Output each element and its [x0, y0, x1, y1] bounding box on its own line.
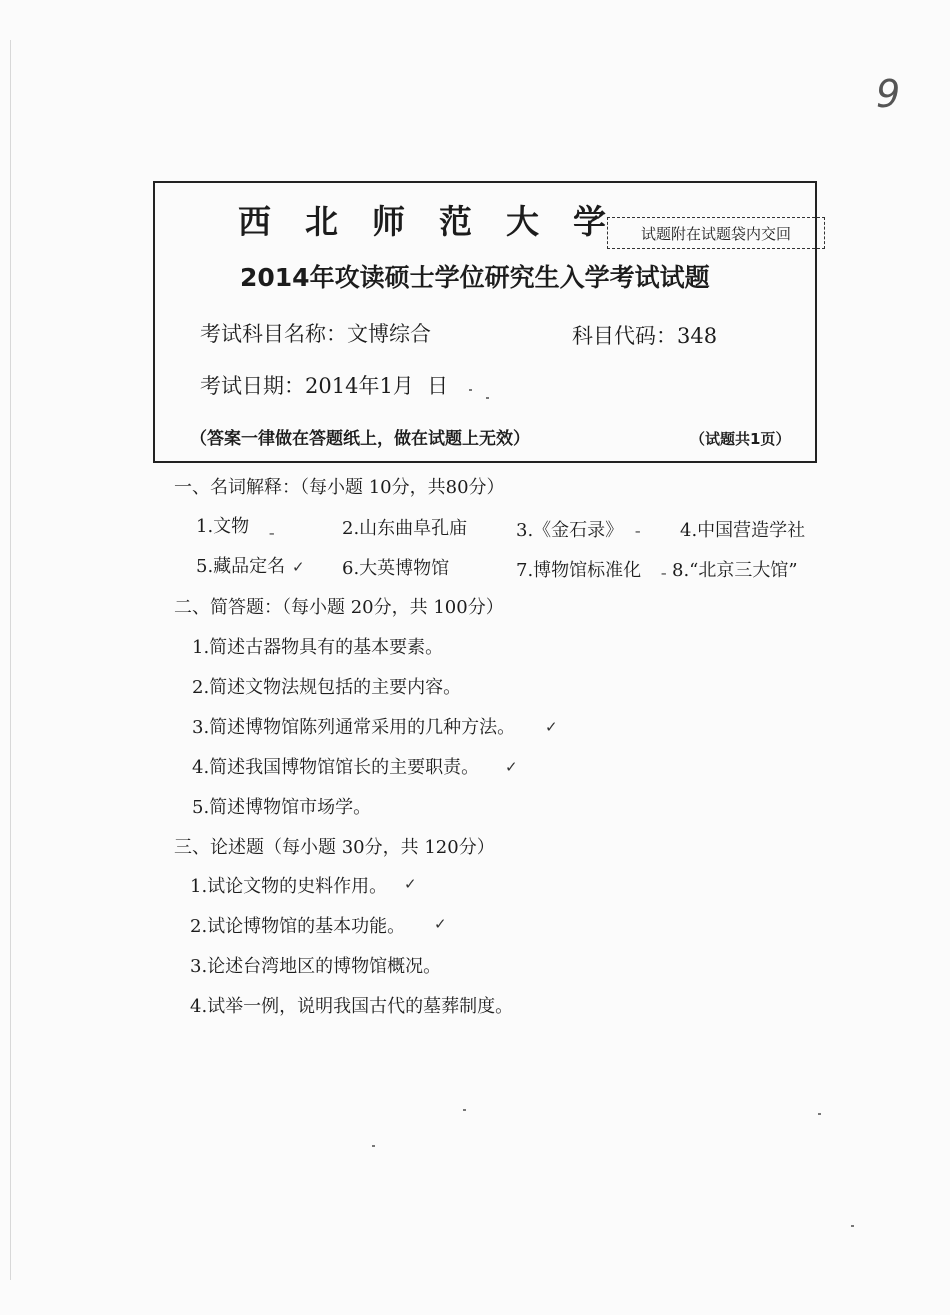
check-mark: ✓ — [434, 915, 447, 933]
section-2-heading: 二、简答题：（每小题 20分，共 100分） — [174, 597, 504, 618]
handwritten-page-number: 9 — [876, 72, 901, 116]
subject-name: 文博综合 — [347, 322, 431, 346]
answer-instruction: （答案一律做在答题纸上，做在试题上无效） — [190, 429, 530, 449]
s1-item-5: 5.藏品定名 — [196, 556, 286, 577]
section-1-heading: 一、名词解释：（每小题 10分，共80分） — [174, 477, 505, 498]
s1-item-4: 4.中国营造学社 — [680, 520, 806, 541]
university-name: 西北师范大学 — [238, 202, 640, 241]
s1-item-6: 6.大英博物馆 — [342, 558, 450, 579]
check-mark: ✓ — [404, 875, 417, 893]
scan-speck — [818, 1113, 821, 1115]
subject-code-line — [572, 320, 717, 350]
s2-item-5: 5.简述博物馆市场学。 — [192, 797, 372, 818]
check-mark: ✓ — [292, 558, 305, 576]
s1-item-2: 2.山东曲阜孔庙 — [342, 518, 468, 539]
s3-item-3: 3.论述台湾地区的博物馆概况。 — [190, 956, 442, 977]
scan-speck — [463, 1109, 466, 1111]
exam-date: 2014年1月 日 — [305, 374, 449, 398]
scan-speck — [486, 397, 489, 399]
s2-item-3: 3.简述博物馆陈列通常采用的几种方法。 — [192, 717, 516, 738]
exam-date-label: 考试日期： — [200, 374, 305, 398]
scan-speck — [372, 1145, 375, 1147]
s1-item-1: 1.文物 — [196, 516, 250, 537]
s1-item-8: 8.“北京三大馆” — [672, 560, 798, 581]
scan-margin-line — [10, 40, 11, 1280]
subject-code-label: 科目代码： — [572, 324, 677, 348]
s3-item-2: 2.试论博物馆的基本功能。 — [190, 916, 406, 937]
s2-item-1: 1.简述古器物具有的基本要素。 — [192, 637, 444, 658]
section-3-heading: 三、论述题（每小题 30分，共 120分） — [174, 837, 495, 858]
check-mark: ✓ — [545, 718, 558, 736]
check-mark: ✓ — [505, 758, 518, 776]
exam-date-line — [200, 370, 448, 400]
scan-speck — [469, 389, 472, 391]
subject-name-label: 考试科目名称： — [200, 322, 347, 346]
return-note-box: 试题附在试题袋内交回 — [607, 217, 825, 249]
s1-item-3: 3.《金石录》 — [516, 520, 624, 541]
dash-mark: ˍ — [634, 516, 642, 534]
page-count-note: （试题共1页） — [690, 430, 791, 448]
dash-mark: ˍ — [268, 518, 276, 536]
s2-item-2: 2.简述文物法规包括的主要内容。 — [192, 677, 462, 698]
scan-speck — [851, 1225, 854, 1227]
s2-item-4: 4.简述我国博物馆馆长的主要职责。 — [192, 757, 480, 778]
exam-title: 2014年攻读硕士学位研究生入学考试试题 — [240, 263, 710, 292]
subject-code: 348 — [677, 324, 718, 348]
subject-name-line — [200, 318, 431, 348]
s3-item-4: 4.试举一例，说明我国古代的墓葬制度。 — [190, 996, 514, 1017]
dash-mark: ˍ — [660, 558, 668, 576]
s1-item-7: 7.博物馆标准化 — [516, 560, 642, 581]
s3-item-1: 1.试论文物的史料作用。 — [190, 876, 388, 897]
